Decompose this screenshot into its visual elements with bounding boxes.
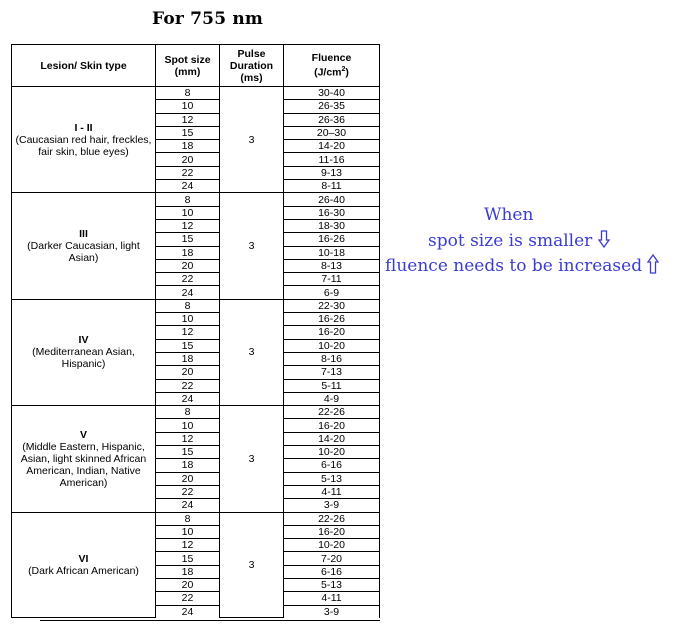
header-spot-size: [156, 45, 220, 87]
pulse-duration-cell: 3: [220, 87, 284, 193]
spot-size-cell: 20: [156, 578, 220, 591]
table-row: [12, 299, 380, 312]
spot-size-cell: 24: [156, 180, 220, 193]
pulse-duration-cell: 3: [220, 299, 284, 405]
fluence-cell: 16-30: [284, 206, 380, 219]
spot-size-cell: 12: [156, 219, 220, 232]
fluence-cell: 4-11: [284, 592, 380, 605]
lesion-cell: [12, 512, 156, 618]
fluence-cell: 26-36: [284, 113, 380, 126]
table-row: [12, 193, 380, 206]
annotation-fluence-text: fluence needs to be increased: [385, 256, 643, 276]
fluence-cell: 16-20: [284, 525, 380, 538]
spot-size-cell: 22: [156, 166, 220, 179]
spot-size-cell: 24: [156, 499, 220, 512]
fluence-cell: 22-26: [284, 406, 380, 419]
fluence-cell: 9-13: [284, 166, 380, 179]
fluence-cell: 16-20: [284, 326, 380, 339]
lesion-type-name: III: [79, 228, 88, 241]
table-row: [12, 512, 380, 525]
table-row: [12, 87, 380, 100]
pulse-duration-cell: 3: [220, 512, 284, 618]
spot-size-cell: 12: [156, 326, 220, 339]
spot-size-cell: 10: [156, 313, 220, 326]
lesion-cell: [12, 87, 156, 193]
lesion-cell: [12, 193, 156, 299]
header-fluence-line1: Fluence: [311, 52, 352, 65]
fluence-cell: 3-9: [284, 605, 380, 618]
fluence-cell: 20–30: [284, 126, 380, 139]
spot-size-cell: 18: [156, 565, 220, 578]
spot-size-cell: 12: [156, 113, 220, 126]
spot-size-cell: 18: [156, 352, 220, 365]
spot-size-cell: 8: [156, 193, 220, 206]
fluence-cell: 7-13: [284, 366, 380, 379]
spot-size-cell: 12: [156, 432, 220, 445]
fluence-table: [11, 44, 380, 618]
lesion-type-description: (Caucasian red hair, freckles, fair skin, blue eyes): [15, 133, 152, 158]
header-pulse-line2: Duration: [229, 59, 274, 72]
fluence-cell: 8-11: [284, 180, 380, 193]
fluence-cell: 16-26: [284, 233, 380, 246]
table-body: [12, 87, 380, 618]
spot-size-cell: 12: [156, 539, 220, 552]
lesion-cell: [12, 406, 156, 512]
fluence-cell: 10-18: [284, 246, 380, 259]
spot-size-cell: 10: [156, 525, 220, 538]
fluence-cell: 5-13: [284, 578, 380, 591]
up-arrow-icon: [647, 253, 659, 280]
fluence-cell: 14-20: [284, 140, 380, 153]
spot-size-cell: 18: [156, 246, 220, 259]
spot-size-cell: 18: [156, 140, 220, 153]
down-arrow-icon: [598, 229, 610, 254]
fluence-cell: 7-20: [284, 552, 380, 565]
spot-size-cell: 20: [156, 472, 220, 485]
spot-size-cell: 24: [156, 286, 220, 299]
lesion-type-name: V: [79, 428, 87, 441]
table-header-row: [12, 45, 380, 87]
lesion-type-description: (Middle Eastern, Hispanic, Asian, light skinned African American, Indian, Native American): [20, 440, 147, 489]
spot-size-cell: 15: [156, 126, 220, 139]
lesion-type-name: IV: [78, 334, 89, 347]
lesion-type-description: (Mediterranean Asian, Hispanic): [32, 346, 135, 371]
annotation-fluence-line: [385, 253, 659, 280]
annotation-when: When: [484, 205, 534, 225]
fluence-cell: 5-11: [284, 379, 380, 392]
header-spot-line2: (mm): [174, 65, 201, 78]
annotation-spot-size-line: [428, 229, 610, 254]
fluence-cell: 26-40: [284, 193, 380, 206]
header-fluence: [284, 45, 380, 87]
table-row: [12, 406, 380, 419]
spot-size-cell: 15: [156, 233, 220, 246]
spot-size-cell: 10: [156, 419, 220, 432]
lesion-type-name: I - II: [74, 121, 93, 134]
header-fluence-sup: 2: [341, 66, 346, 74]
spot-size-cell: 22: [156, 273, 220, 286]
spot-size-cell: 10: [156, 206, 220, 219]
spot-size-cell: 8: [156, 87, 220, 100]
header-lesion: Lesion/ Skin type: [12, 45, 156, 87]
spot-size-cell: 20: [156, 153, 220, 166]
header-fluence-line3: ): [345, 66, 349, 79]
spot-size-cell: 15: [156, 339, 220, 352]
fluence-cell: 10-20: [284, 539, 380, 552]
spot-size-cell: 15: [156, 552, 220, 565]
spot-size-cell: 10: [156, 100, 220, 113]
spot-size-cell: 22: [156, 592, 220, 605]
fluence-cell: 22-30: [284, 299, 380, 312]
fluence-cell: 26-35: [284, 100, 380, 113]
annotation-spot-size-text: spot size is smaller: [428, 231, 593, 251]
spot-size-cell: 8: [156, 512, 220, 525]
spot-size-cell: 22: [156, 379, 220, 392]
fluence-cell: 5-13: [284, 472, 380, 485]
fluence-cell: 6-9: [284, 286, 380, 299]
fluence-cell: 3-9: [284, 499, 380, 512]
spot-size-cell: 15: [156, 446, 220, 459]
fluence-cell: 10-20: [284, 339, 380, 352]
spot-size-cell: 8: [156, 406, 220, 419]
lesion-type-description: (Darker Caucasian, light Asian): [27, 240, 140, 265]
fluence-cell: 14-20: [284, 432, 380, 445]
fluence-cell: 16-26: [284, 313, 380, 326]
spot-size-cell: 24: [156, 392, 220, 405]
fluence-cell: 18-30: [284, 219, 380, 232]
bottom-rule: [40, 620, 380, 621]
fluence-cell: 6-16: [284, 565, 380, 578]
spot-size-cell: 20: [156, 259, 220, 272]
spot-size-cell: 8: [156, 299, 220, 312]
pulse-duration-cell: 3: [220, 193, 284, 299]
fluence-cell: 6-16: [284, 459, 380, 472]
fluence-cell: 8-13: [284, 259, 380, 272]
spot-size-cell: 24: [156, 605, 220, 618]
fluence-cell: 10-20: [284, 446, 380, 459]
fluence-cell: 7-11: [284, 273, 380, 286]
spot-size-cell: 20: [156, 366, 220, 379]
spot-size-cell: 18: [156, 459, 220, 472]
header-fluence-line2: (J/cm: [314, 66, 342, 79]
fluence-cell: 30-40: [284, 87, 380, 100]
header-pulse-duration: [220, 45, 284, 87]
pulse-duration-cell: 3: [220, 406, 284, 512]
header-pulse-line1: Pulse: [237, 47, 266, 60]
header-pulse-line3: (ms): [240, 71, 263, 84]
fluence-cell: 4-9: [284, 392, 380, 405]
fluence-cell: 16-20: [284, 419, 380, 432]
lesion-cell: [12, 299, 156, 405]
fluence-cell: 22-26: [284, 512, 380, 525]
fluence-cell: 8-16: [284, 352, 380, 365]
page-title: For 755 nm: [152, 9, 264, 29]
header-spot-line1: Spot size: [164, 53, 211, 66]
fluence-cell: 11-16: [284, 153, 380, 166]
fluence-cell: 4-11: [284, 485, 380, 498]
spot-size-cell: 22: [156, 485, 220, 498]
lesion-type-name: VI: [78, 552, 89, 565]
lesion-type-description: (Dark African American): [28, 564, 139, 577]
